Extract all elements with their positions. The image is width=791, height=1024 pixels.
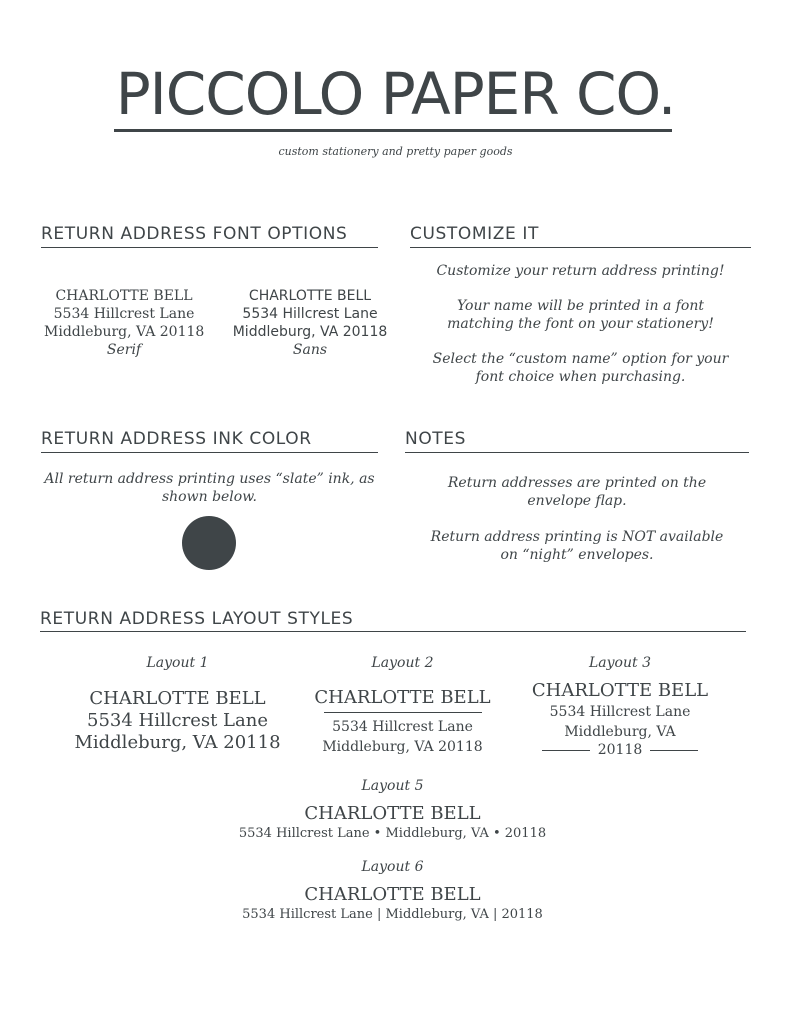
notes-line: Return addresses are printed on the — [447, 475, 707, 491]
ink-line: shown below. — [161, 489, 257, 505]
notes-line: Return address printing is NOT available — [430, 529, 724, 545]
layout-name: CHARLOTTE BELL — [531, 680, 709, 701]
sample-street: 5534 Hillcrest Lane — [53, 306, 195, 322]
brand-title: PICCOLO PAPER CO. — [115, 60, 676, 128]
font-options-title: RETURN ADDRESS FONT OPTIONS — [41, 224, 348, 244]
ink-text — [41, 470, 378, 506]
ink-line: All return address printing uses “slate” ink, as — [44, 471, 375, 487]
layout-name: CHARLOTTE BELL — [314, 687, 491, 708]
layout-street: 5534 Hillcrest Lane — [332, 719, 473, 735]
sample-label: Sans — [292, 342, 328, 358]
zip-rule-right — [650, 750, 698, 751]
layout-city: Middleburg, VA 20118 — [74, 732, 281, 753]
layout-name: CHARLOTTE BELL — [304, 803, 481, 824]
layout-label: Layout 1 — [146, 655, 209, 671]
layout-street: 5534 Hillcrest Lane — [87, 710, 268, 731]
layout-address-line: 5534 Hillcrest Lane • Middleburg, VA • 20118 — [238, 826, 547, 841]
customize-line: Customize your return address printing! — [436, 263, 725, 279]
layout-name: CHARLOTTE BELL — [304, 884, 481, 905]
layout-label: Layout 6 — [361, 859, 424, 875]
customize-line: font choice when purchasing. — [475, 369, 686, 385]
sample-city: Middleburg, VA 20118 — [44, 324, 205, 340]
font-sample-serif — [44, 287, 204, 359]
slate-ink-swatch — [182, 516, 236, 570]
sample-name: CHARLOTTE BELL — [248, 288, 372, 304]
font-options-rule — [41, 247, 378, 248]
font-sample-sans — [232, 287, 388, 359]
layout-address-line: 5534 Hillcrest Lane | Middleburg, VA | 20118 — [242, 907, 543, 922]
layout-5 — [190, 777, 595, 843]
layout-zip-row — [520, 742, 720, 758]
layout-styles-title: RETURN ADDRESS LAYOUT STYLES — [40, 609, 354, 629]
tagline: custom stationery and pretty paper goods — [278, 145, 513, 158]
customize-title: CUSTOMIZE IT — [410, 224, 539, 244]
layout-2-rule — [324, 712, 482, 713]
layout-2 — [300, 654, 505, 757]
customize-line: matching the font on your stationery! — [447, 316, 714, 332]
notes-text — [405, 474, 749, 564]
customize-rule — [410, 247, 751, 248]
sample-name: CHARLOTTE BELL — [55, 288, 193, 304]
notes-line: envelope flap. — [527, 493, 627, 509]
layout-label: Layout 2 — [371, 655, 434, 671]
notes-title: NOTES — [405, 429, 467, 449]
customize-line: Select the “custom name” option for your — [432, 351, 729, 367]
customize-text — [410, 262, 751, 386]
layout-zip: 20118 — [597, 742, 643, 758]
sample-city: Middleburg, VA 20118 — [232, 324, 388, 340]
layout-1 — [70, 654, 285, 754]
sample-label: Serif — [106, 342, 142, 358]
brand-underline — [114, 129, 672, 132]
layout-label: Layout 5 — [361, 778, 424, 794]
layout-city: Middleburg, VA — [564, 724, 676, 740]
layout-name: CHARLOTTE BELL — [89, 688, 266, 709]
layout-street: 5534 Hillcrest Lane — [549, 704, 691, 720]
ink-color-rule — [41, 452, 378, 453]
notes-rule — [405, 452, 749, 453]
layout-label: Layout 3 — [589, 655, 651, 671]
customize-line: Your name will be printed in a font — [456, 298, 705, 314]
sample-street: 5534 Hillcrest Lane — [242, 306, 378, 322]
layout-city: Middleburg, VA 20118 — [322, 739, 483, 755]
zip-rule-left — [542, 750, 590, 751]
ink-color-title: RETURN ADDRESS INK COLOR — [41, 429, 312, 449]
notes-line: on “night” envelopes. — [500, 547, 654, 563]
layout-styles-rule — [40, 631, 746, 632]
layout-6 — [190, 858, 595, 924]
layout-3 — [520, 654, 720, 758]
